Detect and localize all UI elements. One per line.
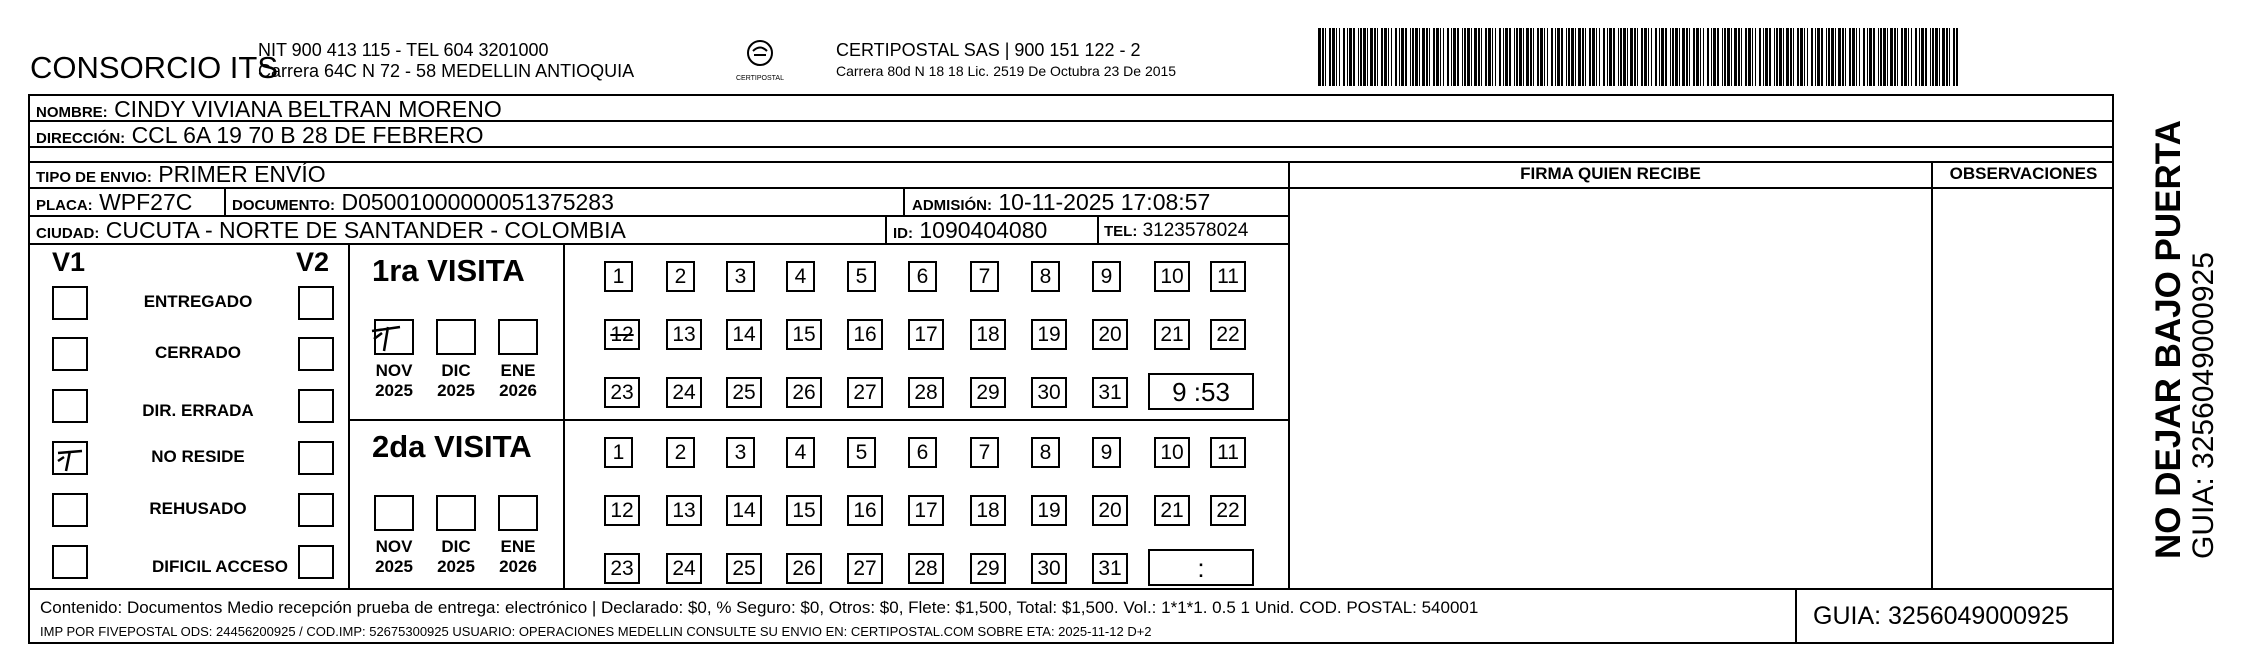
day-checkbox[interactable]: 21 [1154, 495, 1190, 526]
v2-checkbox[interactable] [298, 389, 334, 423]
month-checkbox[interactable] [374, 319, 414, 355]
day-checkbox[interactable]: 7 [970, 261, 999, 292]
direccion-value: CCL 6A 19 70 B 28 DE FEBRERO [131, 122, 484, 148]
day-checkbox[interactable]: 29 [970, 377, 1006, 408]
visit-time[interactable]: 9 :53 [1148, 373, 1254, 410]
month-checkbox[interactable] [436, 319, 476, 355]
month-label: NOV 2025 [375, 537, 413, 576]
day-checkbox[interactable]: 5 [847, 437, 876, 468]
day-checkbox[interactable]: 30 [1031, 553, 1067, 584]
day-checkbox[interactable]: 28 [908, 553, 944, 584]
side-text [2150, 120, 2220, 559]
day-checkbox[interactable]: 28 [908, 377, 944, 408]
company-address: Carrera 64C N 72 - 58 MEDELLIN ANTIOQUIA [258, 61, 635, 81]
footer-contenido: Contenido: Documentos Medio recepción prueba de entrega: electrónico | Declarado: $0, % Seguro: $0, Otros: $0, Flete: $1,500, Total: $1,500. Vol.: 1*1*1. 0.5 1 Unid. COD. POSTAL: 540001 [40, 598, 1479, 617]
tel-field [1104, 219, 1248, 244]
v1-checkbox[interactable] [52, 389, 88, 423]
divider [348, 419, 1288, 421]
v1-checkbox[interactable] [52, 337, 88, 371]
divider [885, 217, 887, 243]
month-checkbox[interactable] [498, 319, 538, 355]
day-checkbox[interactable]: 23 [604, 377, 640, 408]
day-checkbox[interactable]: 6 [908, 261, 937, 292]
admision-value: 10-11-2025 17:08:57 [998, 189, 1211, 215]
day-checkbox[interactable]: 27 [847, 553, 883, 584]
side-guia: GUIA: 3256049000925 [2187, 252, 2220, 559]
visit-time[interactable]: : [1148, 549, 1254, 586]
day-checkbox[interactable]: 31 [1092, 377, 1128, 408]
day-checkbox[interactable]: 10 [1154, 437, 1190, 468]
tipo-value: PRIMER ENVÍO [158, 161, 326, 187]
day-checkbox[interactable]: 1 [604, 261, 633, 292]
status-label: REHUSADO [149, 499, 247, 518]
day-checkbox[interactable]: 2 [666, 437, 695, 468]
carrier-address: Carrera 80d N 18 18 Lic. 2519 De Octubra 23 De 2015 [836, 63, 1177, 79]
day-checkbox[interactable]: 8 [1031, 437, 1060, 468]
day-checkbox[interactable]: 17 [908, 319, 944, 350]
carrier-line: CERTIPOSTAL SAS | 900 151 122 - 2 [836, 40, 1141, 60]
day-checkbox[interactable]: 10 [1154, 261, 1190, 292]
divider [903, 189, 905, 215]
v2-checkbox[interactable] [298, 545, 334, 579]
day-checkbox[interactable]: 9 [1092, 261, 1121, 292]
logo-text: CERTIPOSTAL [736, 75, 784, 82]
status-label: NO RESIDE [151, 447, 245, 466]
observaciones-header: OBSERVACIONES [1949, 164, 2098, 183]
day-checkbox[interactable]: 25 [726, 377, 762, 408]
day-checkbox[interactable]: 25 [726, 553, 762, 584]
tipo-label: TIPO DE ENVIO: [36, 169, 152, 186]
side-warning: NO DEJAR BAJO PUERTA [2149, 120, 2188, 559]
footer-imp: IMP POR FIVEPOSTAL ODS: 24456200925 / COD.IMP: 52675300925 USUARIO: OPERACIONES MEDELLIN CONSULTE SU ENVIO EN: CERTIPOSTAL.COM SOBRE ETA: 2025-11-12 D+2 [40, 624, 1152, 639]
ciudad-label: CIUDAD: [36, 225, 100, 242]
v2-checkbox[interactable] [298, 441, 334, 475]
documento-label: DOCUMENTO: [232, 197, 336, 214]
day-checkbox[interactable]: 19 [1031, 319, 1067, 350]
id-label: ID: [893, 225, 913, 242]
day-checkbox[interactable]: 4 [786, 261, 815, 292]
divider [1097, 217, 1099, 243]
id-value: 1090404080 [919, 217, 1048, 243]
v1-checkbox[interactable] [52, 493, 88, 527]
company-info [258, 40, 634, 82]
day-checkbox[interactable]: 11 [1210, 261, 1246, 292]
day-checkbox[interactable]: 30 [1031, 377, 1067, 408]
status-label: ENTREGADO [143, 292, 253, 311]
day-checkbox[interactable]: 22 [1210, 495, 1246, 526]
v2-checkbox[interactable] [298, 493, 334, 527]
divider [224, 189, 226, 215]
month-label: ENE 2026 [499, 537, 537, 576]
nit-line: NIT 900 413 115 - TEL 604 3201000 [258, 40, 549, 60]
v1-checkbox[interactable] [52, 441, 88, 475]
day-checkbox[interactable]: 9 [1092, 437, 1121, 468]
day-checkbox[interactable]: 21 [1154, 319, 1190, 350]
day-checkbox[interactable]: 3 [726, 261, 755, 292]
divider [348, 243, 350, 588]
month-label: DIC 2025 [437, 361, 475, 400]
v1-checkbox[interactable] [52, 545, 88, 579]
divider [28, 243, 1288, 245]
status-label: DIR. ERRADA [142, 401, 254, 420]
divider [563, 243, 565, 588]
day-checkbox[interactable]: 23 [604, 553, 640, 584]
day-checkbox[interactable]: 18 [970, 319, 1006, 350]
day-checkbox[interactable]: 19 [1031, 495, 1067, 526]
day-checkbox[interactable]: 3 [726, 437, 755, 468]
day-checkbox[interactable]: 1 [604, 437, 633, 468]
day-checkbox[interactable]: 31 [1092, 553, 1128, 584]
day-checkbox[interactable]: 15 [786, 495, 822, 526]
day-checkbox[interactable]: 16 [847, 495, 883, 526]
signature-area[interactable] [1290, 189, 1931, 588]
day-checkbox[interactable]: 12 [604, 319, 640, 350]
month-checkbox[interactable] [436, 495, 476, 531]
day-checkbox[interactable]: 24 [666, 377, 702, 408]
day-checkbox[interactable]: 16 [847, 319, 883, 350]
status-label: CERRADO [155, 343, 241, 362]
day-checkbox[interactable]: 22 [1210, 319, 1246, 350]
direccion-label: DIRECCIÓN: [36, 130, 126, 147]
day-checkbox[interactable]: 14 [726, 495, 762, 526]
month-checkbox[interactable] [374, 495, 414, 531]
firma-header: FIRMA QUIEN RECIBE [1520, 164, 1701, 183]
day-checkbox[interactable]: 8 [1031, 261, 1060, 292]
observations-area[interactable] [1933, 189, 2114, 588]
day-checkbox[interactable]: 2 [666, 261, 695, 292]
footer-guia: GUIA: 3256049000925 [1813, 602, 2069, 630]
row-direccion [28, 122, 2114, 148]
documento-value: D05001000000051375283 [341, 189, 614, 215]
v1-checkbox[interactable] [52, 286, 88, 320]
day-checkbox[interactable]: 18 [970, 495, 1006, 526]
admision-label: ADMISIÓN: [912, 197, 992, 214]
day-checkbox[interactable]: 26 [786, 553, 822, 584]
month-label: NOV 2025 [375, 361, 413, 400]
month-label: ENE 2026 [499, 361, 537, 400]
day-checkbox[interactable]: 6 [908, 437, 937, 468]
month-label: DIC 2025 [437, 537, 475, 576]
day-checkbox[interactable]: 7 [970, 437, 999, 468]
day-checkbox[interactable]: 12 [604, 495, 640, 526]
visit-title: 2da VISITA [372, 429, 532, 464]
day-checkbox[interactable]: 15 [786, 319, 822, 350]
company-name: CONSORCIO ITS [30, 50, 279, 85]
row-nombre [28, 96, 2114, 122]
day-checkbox[interactable]: 20 [1092, 319, 1128, 350]
day-checkbox[interactable]: 11 [1210, 437, 1246, 468]
status-label: DIFICIL ACCESO [151, 557, 288, 576]
v1-label: V1 [52, 247, 86, 277]
day-checkbox[interactable]: 27 [847, 377, 883, 408]
day-checkbox[interactable]: 17 [908, 495, 944, 526]
day-checkbox[interactable]: 26 [786, 377, 822, 408]
day-checkbox[interactable]: 29 [970, 553, 1006, 584]
visit-title: 1ra VISITA [372, 253, 525, 288]
day-checkbox[interactable]: 13 [666, 319, 702, 350]
day-checkbox[interactable]: 13 [666, 495, 702, 526]
divider [1795, 588, 1797, 644]
carrier-info [836, 40, 1176, 82]
day-checkbox[interactable]: 20 [1092, 495, 1128, 526]
placa-label: PLACA: [36, 197, 93, 214]
placa-value: WPF27C [99, 189, 193, 215]
day-checkbox[interactable]: 4 [786, 437, 815, 468]
day-checkbox[interactable]: 24 [666, 553, 702, 584]
month-checkbox[interactable] [498, 495, 538, 531]
v2-checkbox[interactable] [298, 286, 334, 320]
divider [28, 588, 2114, 590]
v2-checkbox[interactable] [298, 337, 334, 371]
tel-value: 3123578024 [1142, 220, 1249, 241]
ciudad-value: CUCUTA - NORTE DE SANTANDER - COLOMBIA [105, 217, 626, 243]
certipostal-logo [730, 36, 790, 86]
v2-label: V2 [296, 247, 330, 277]
day-checkbox[interactable]: 5 [847, 261, 876, 292]
day-checkbox[interactable]: 14 [726, 319, 762, 350]
nombre-value: CINDY VIVIANA BELTRAN MORENO [114, 96, 502, 122]
nombre-label: NOMBRE: [36, 104, 108, 121]
barcode [1318, 28, 1958, 86]
tel-label: TEL: [1104, 223, 1138, 240]
